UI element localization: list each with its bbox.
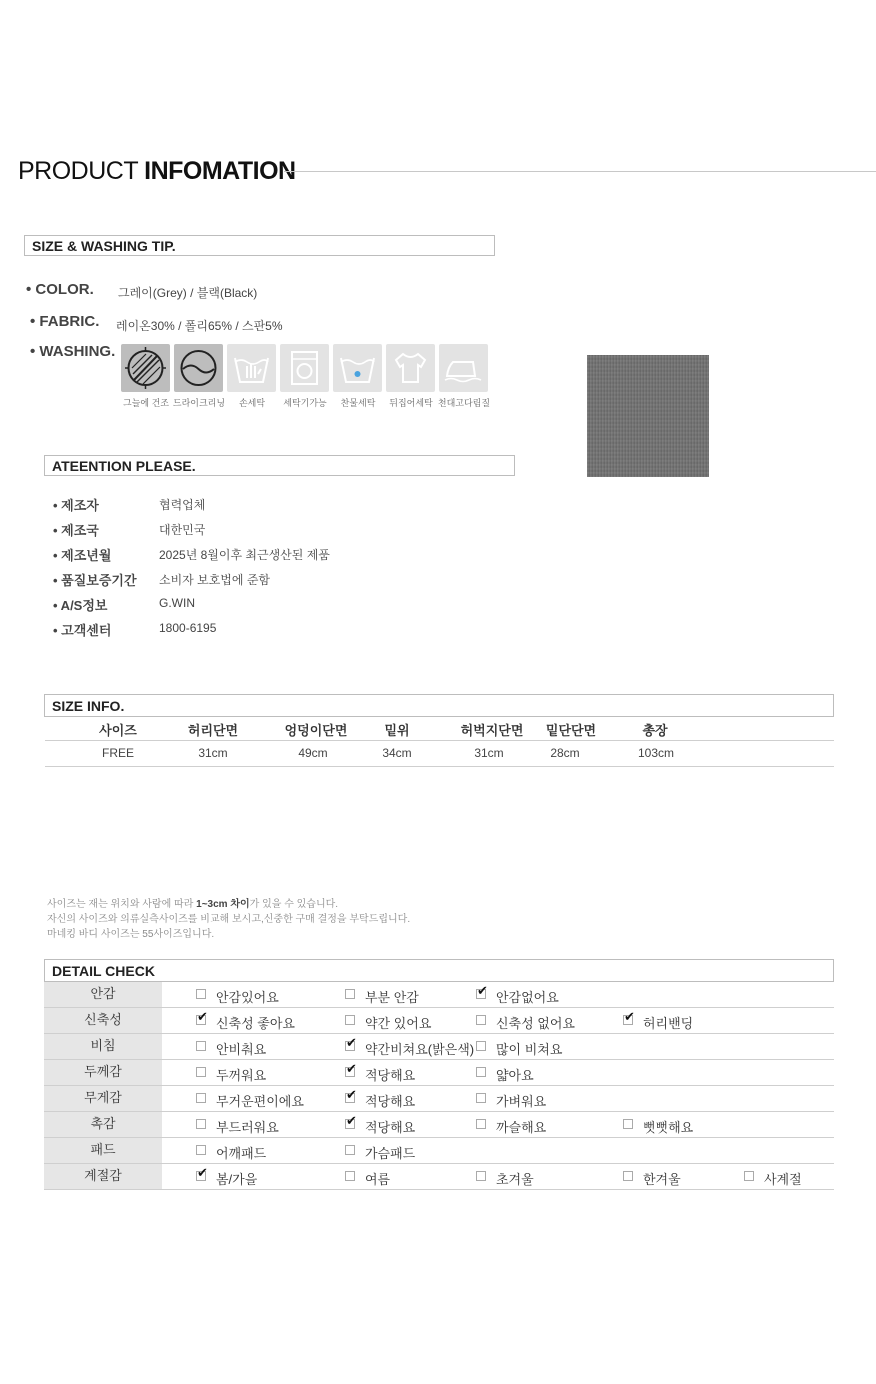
wash-item-washing-machine <box>280 344 330 409</box>
checkbox[interactable] <box>623 1119 633 1129</box>
checkbox[interactable] <box>345 1145 355 1155</box>
wash-caption: 천대고다림질 <box>437 398 491 408</box>
cold-water-icon <box>333 344 382 392</box>
checkbox-checked[interactable] <box>345 1093 355 1103</box>
size-info-heading: SIZE INFO. <box>44 694 834 717</box>
wash-caption: 찬물세탁 <box>340 398 376 408</box>
detail-row-pad: 패드 어깨패드 가슴패드 <box>44 1138 834 1164</box>
wash-item-hand-wash <box>227 344 277 409</box>
hand-wash-icon <box>227 344 276 392</box>
detail-row-weight: 무게감 무거운편이에요 ✔ 적당해요 가벼워요 <box>44 1086 834 1112</box>
checkbox-checked[interactable] <box>476 989 486 999</box>
shade-dry-icon <box>121 344 170 392</box>
table-row: FREE 31cm 49cm 34cm 31cm 28cm 103cm <box>45 741 834 767</box>
color-label: • COLOR. <box>26 281 94 298</box>
wash-item-shade-dry <box>121 344 171 409</box>
washing-machine-icon <box>280 344 329 392</box>
wash-item-inside-out <box>386 344 436 409</box>
checkbox[interactable] <box>196 989 206 999</box>
detail-row-thickness: 두께감 두꺼워요 ✔ 적당해요 얇아요 <box>44 1060 834 1086</box>
color-value: 그레이(Grey) / 블랙(Black) <box>118 286 258 300</box>
checkbox[interactable] <box>196 1093 206 1103</box>
checkbox[interactable] <box>345 1171 355 1181</box>
checkbox[interactable] <box>476 1093 486 1103</box>
checkbox[interactable] <box>476 1067 486 1077</box>
checkbox[interactable] <box>476 1041 486 1051</box>
detail-row-season: 계절감 ✔ 봄/가을 여름 초겨울 한겨울 사계절 <box>44 1164 834 1190</box>
page-title: PRODUCT INFOMATION <box>18 157 296 185</box>
checkbox-checked[interactable] <box>345 1067 355 1077</box>
checkbox[interactable] <box>345 1015 355 1025</box>
fabric-swatch <box>587 355 709 477</box>
size-notes <box>47 897 647 942</box>
checkbox[interactable] <box>476 1119 486 1129</box>
checkbox[interactable] <box>345 989 355 999</box>
checkbox[interactable] <box>196 1067 206 1077</box>
inside-out-wash-icon <box>386 344 435 392</box>
fabric-label: • FABRIC. <box>30 313 100 330</box>
checkbox[interactable] <box>623 1171 633 1181</box>
checkbox-checked[interactable] <box>345 1119 355 1129</box>
note-line-1: 사이즈는 재는 위치와 사람에 따라 1~3cm 차이가 있을 수 있습니다. <box>47 899 339 910</box>
wash-caption: 뒤집어세탁 <box>389 398 433 408</box>
detail-check-heading: DETAIL CHECK <box>44 959 834 982</box>
checkbox-checked[interactable] <box>345 1041 355 1051</box>
wash-item-cold-water <box>333 344 383 409</box>
detail-row-sheerness: 비침 안비춰요 ✔ 약간비쳐요(밝은색) 많이 비쳐요 <box>44 1034 834 1060</box>
wash-item-low-iron <box>439 344 489 409</box>
checkbox-checked[interactable] <box>196 1015 206 1025</box>
product-info-header <box>18 157 876 187</box>
size-table <box>45 717 834 767</box>
checkbox-checked[interactable] <box>623 1015 633 1025</box>
washing-icons <box>121 344 491 414</box>
checkbox[interactable] <box>196 1119 206 1129</box>
checkbox-checked[interactable] <box>196 1171 206 1181</box>
detail-row-stretch: 신축성 ✔ 신축성 좋아요 약간 있어요 신축성 없어요 ✔ 허리밴딩 <box>44 1008 834 1034</box>
size-table-header: 사이즈 허리단면 엉덩이단면 밑위 허벅지단면 밑단단면 총장 <box>45 717 834 741</box>
checkbox[interactable] <box>196 1145 206 1155</box>
wash-caption: 드라이크리닝 <box>172 398 226 408</box>
washing-label: • WASHING. <box>30 343 116 360</box>
attention-heading: ATEENTION PLEASE. <box>44 455 515 476</box>
fabric-value: 레이온30% / 폴리65% / 스판5% <box>116 319 283 333</box>
checkbox[interactable] <box>744 1171 754 1181</box>
size-washing-heading: SIZE & WASHING TIP. <box>24 235 495 256</box>
wash-item-dry-clean <box>174 344 224 409</box>
checkbox[interactable] <box>476 1015 486 1025</box>
dry-clean-icon <box>174 344 223 392</box>
detail-row-lining: 안감 안감있어요 부분 안감 ✔ 안감없어요 <box>44 982 834 1008</box>
detail-check-table <box>44 982 834 1190</box>
note-line-3: 마네킹 바디 사이즈는 55사이즈입니다. <box>47 929 215 940</box>
checkbox[interactable] <box>196 1041 206 1051</box>
wash-caption: 그늘에 건조 <box>123 398 169 408</box>
low-iron-icon <box>439 344 488 392</box>
wash-caption: 손세탁 <box>238 398 266 408</box>
wash-caption: 세탁기가능 <box>283 398 327 408</box>
checkbox[interactable] <box>476 1171 486 1181</box>
header-divider <box>284 171 876 172</box>
note-line-2: 자신의 사이즈와 의류실측사이즈를 비교해 보시고,신중한 구매 결정을 부탁드립니다. <box>47 914 411 925</box>
detail-row-texture: 촉감 부드러워요 ✔ 적당해요 까슬해요 뻣뻣해요 <box>44 1112 834 1138</box>
